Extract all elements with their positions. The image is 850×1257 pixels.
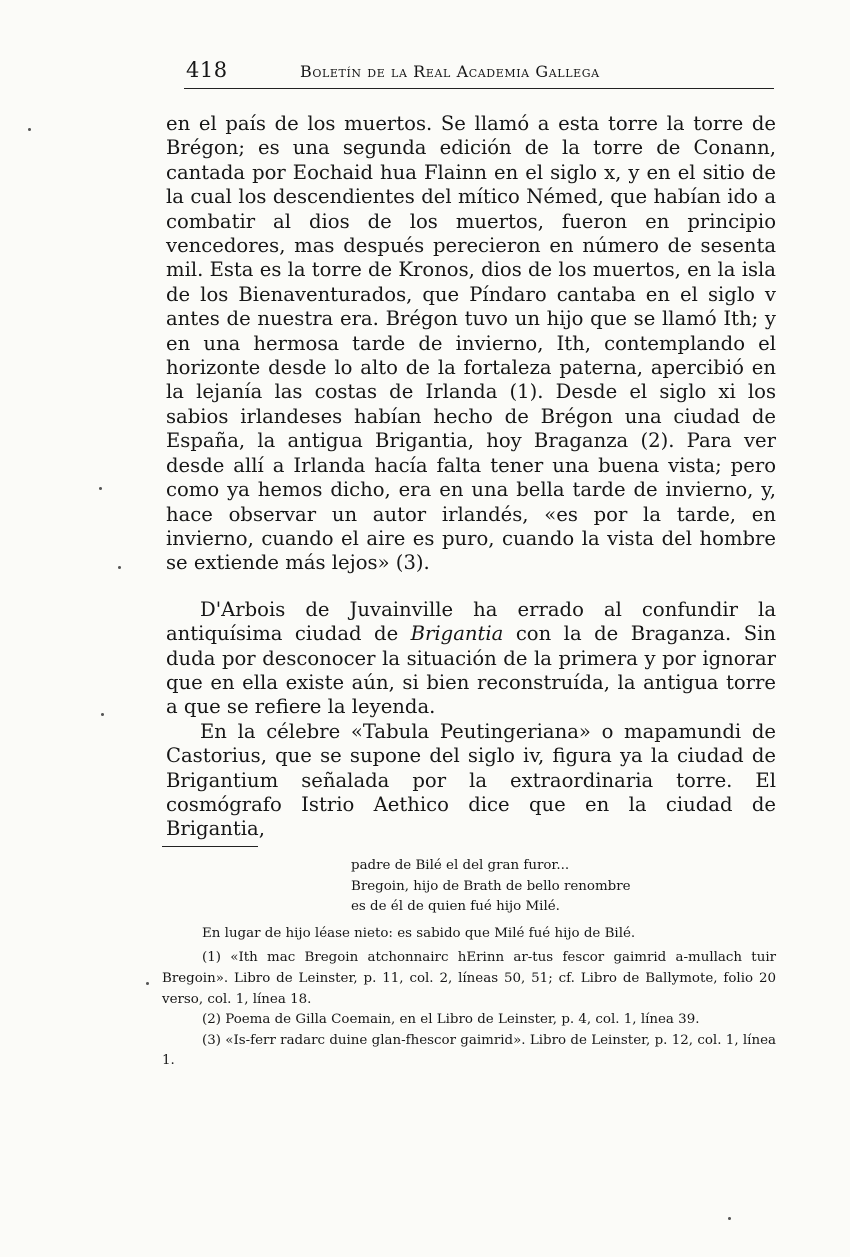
scan-speck: [728, 1217, 731, 1220]
verse-line: es de él de quien fué hijo Milé.: [351, 899, 560, 915]
scan-speck: [118, 566, 121, 569]
brigantia-italic: Brigantia: [410, 622, 504, 646]
footnote-rule: [162, 846, 258, 847]
paragraph-darbois: [166, 598, 776, 720]
verse-line: padre de Bilé el del gran furor...: [351, 858, 570, 873]
header-rule: [184, 88, 774, 89]
paragraph-continued: en el país de los muertos. Se llamó a esta torre la torre de Brégon; es una segunda edición de la torre de Conann, cantada por Eochaid hua Flainn en el siglo x, y en el sitio de la cual los descendientes del mítico Némed, que habían ido a combatir al dios de los muertos, fueron en principio vencedores, mas después perecieron en número de sesenta mil. Esta es la torre de Kronos, dios de los muertos, en la isla de los Bienaventurados, que Píndaro cantaba en el siglo v antes de nuestra era. Brégon tuvo un hijo que se llamó Ith; y en una hermosa tarde de invierno, Ith, contemplando el horizonte desde lo alto de la fortaleza paterna, apercibió en la lejanía las costas de Irlanda (1). Desde el siglo xi los sabios irlandeses habían hecho de Brégon una ciudad de España, la antigua Brigantia, hoy Braganza (2). Para ver desde allí a Irlanda hacía falta tener una buena vista; pero como ya hemos dicho, era en una bella tarde de invierno, y, hace observar un autor irlandés, «es por la tarde, en invierno, cuando el aire es puro, cuando la vista del hombre se extiende más lejos» (3).: [166, 112, 776, 575]
footnotes: [162, 856, 776, 1072]
paragraph-darbois-start: D'Arbois de Juvainville ha errado al confundir la antiquísima ciudad de: [166, 597, 776, 646]
paragraph-darbois-end: con la de Braganza. Sin duda por desconocer la situación de la primera y por ignorar que en ella existe aún, si bien reconstruída, la antigua torre a que se refiere la leyenda.: [166, 622, 777, 719]
paragraph-tabula: En la célebre «Tabula Peutingeriana» o mapamundi de Castorius, que se supone del siglo iv, figura ya la ciudad de Brigantium señalada por la extraordinaria torre. El cosmógrafo Istrio Aethico dice que en la ciudad de Brigantia,: [166, 719, 776, 841]
footnote-explanation: En lugar de hijo léase nieto: es sabido que Milé fué hijo de Bilé.: [202, 925, 636, 941]
scan-speck: [101, 713, 104, 716]
scan-speck: [28, 128, 31, 131]
running-head: Boletín de la Real Academia Gallega: [300, 62, 600, 81]
scan-speck: [99, 487, 102, 490]
verse-block: [162, 856, 776, 918]
page-number: 418: [186, 58, 228, 82]
footnote-1: (1) «Ith mac Bregoin atchonnairc hErinn ar-tus fescor gaimrid a-mullach tuir Bregoin». Libro de Leinster, p. 11, col. 2, líneas 50, 51; cf. Libro de Ballymote, folio 20 verso, col. 1, línea 18.: [162, 950, 776, 1007]
main-text: [166, 112, 776, 842]
scan-speck: [146, 982, 149, 985]
verse-line: Bregoin, hijo de Brath de bello renombre: [351, 878, 631, 894]
footnote-3: (3) «Is-ferr radarc duine glan-fhescor gaimrid». Libro de Leinster, p. 12, col. 1, línea 1.: [162, 1032, 776, 1069]
footnote-2: (2) Poema de Gilla Coemain, en el Libro de Leinster, p. 4, col. 1, línea 39.: [202, 1012, 700, 1028]
